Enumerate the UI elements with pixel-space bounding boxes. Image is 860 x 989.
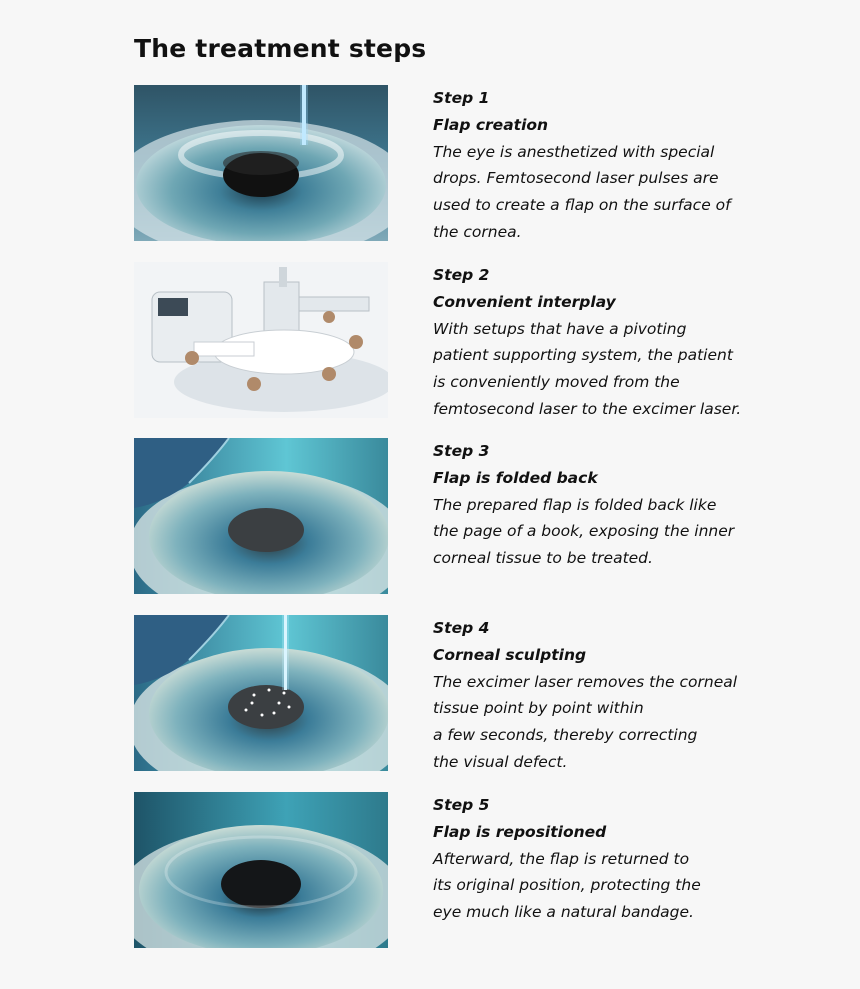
eye-flap-repositioned-image [134,792,388,948]
eye-laser-flap-creation-image [134,85,388,241]
step-description: The eye is anesthetized with special drops. Femtosecond laser pulses are used to create a flap on the surface of the cornea. [433,142,731,241]
step-label: Step 1 [433,89,490,107]
step-description: The excimer laser removes the corneal tissue point by point within a few seconds, thereby correcting the visual defect. [433,672,738,771]
step-label: Step 5 [433,796,490,814]
step-label: Step 2 [433,266,490,284]
step-label: Step 4 [433,619,490,637]
step-3 [134,438,734,598]
step-heading: Corneal sculpting [433,645,587,664]
step-1 [134,85,734,245]
step-heading: Flap is repositioned [433,822,607,841]
eye-excimer-sculpting-image [134,615,388,771]
step-5 [134,792,734,952]
step-description: With setups that have a pivoting patient supporting system, the patient is conveniently moved from the femtosecond laser to the excimer laser. [433,319,742,418]
step-heading: Flap creation [433,115,549,134]
eye-flap-folded-image [134,438,388,594]
step-label: Step 3 [433,442,490,460]
step-2 [134,262,742,422]
page-title: The treatment steps [134,34,427,63]
step-heading: Flap is folded back [433,468,598,487]
step-4 [134,615,738,775]
step-heading: Convenient interplay [433,292,616,311]
step-description: The prepared flap is folded back like the page of a book, exposing the inner corneal tissue to be treated. [433,495,735,568]
laser-systems-patient-bed-image [134,262,388,418]
step-description: Afterward, the flap is returned to its original position, protecting the eye much like a natural bandage. [433,849,701,922]
